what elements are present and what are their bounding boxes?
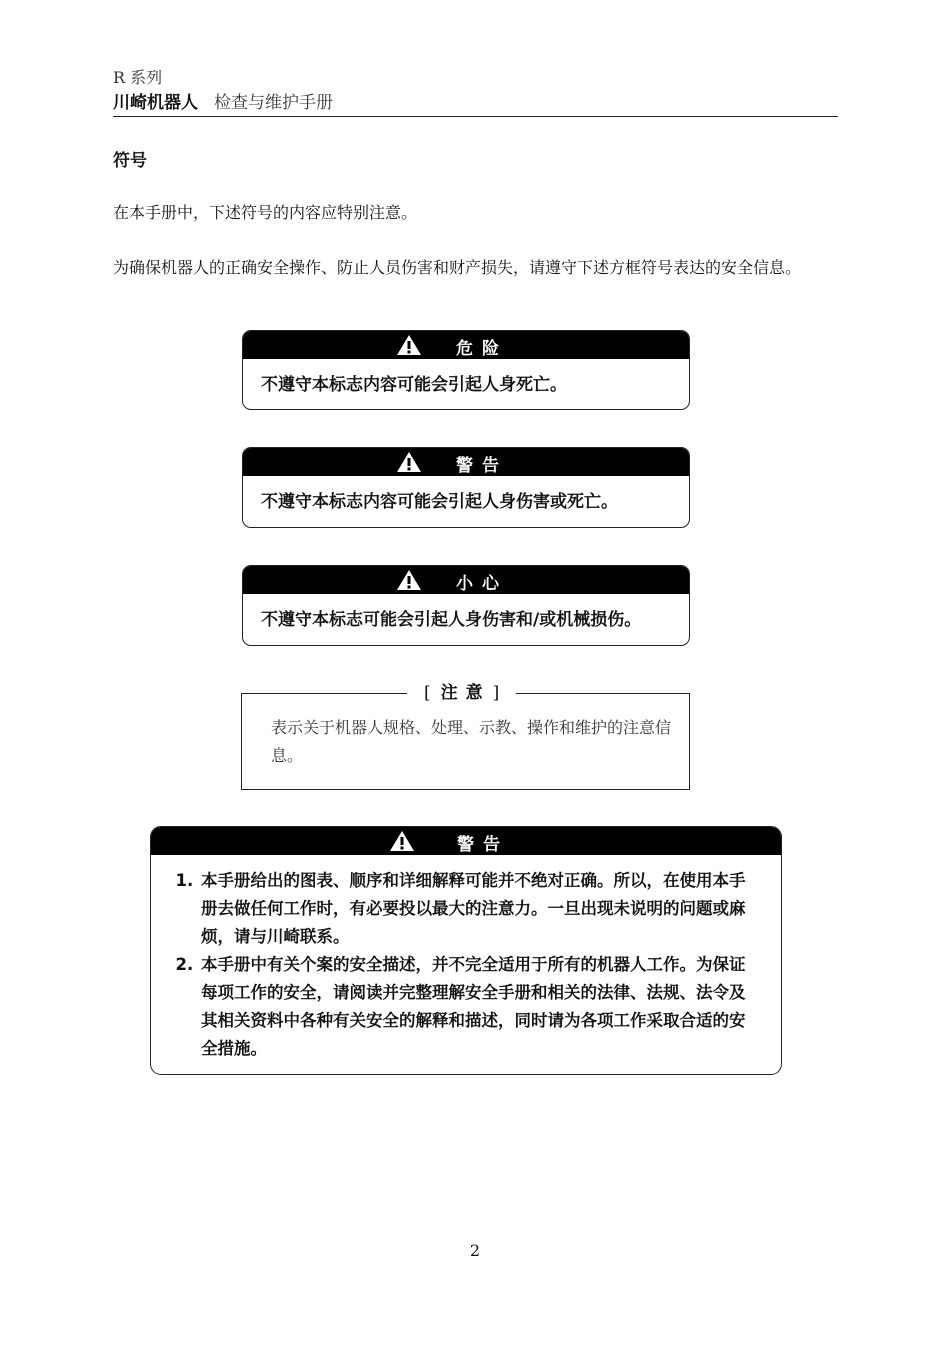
notice-bracket-open: [ bbox=[424, 683, 431, 703]
warning-triangle-icon bbox=[396, 569, 422, 591]
intro-paragraph: 在本手册中，下述符号的内容应特别注意。 bbox=[113, 203, 418, 222]
list-item: 2. 本手册中有关个案的安全描述，并不完全适用于所有的机器人工作。为保证每项工作的安全，请阅读并完整理解安全手册和相关的法律、法规、法令及其相关资料中各种有关安全的解释和描述，同时请为各项工作采取合适的安全措施。 bbox=[199, 951, 761, 1063]
notice-bracket-close: ] bbox=[492, 683, 500, 703]
danger-message: 不遵守本标志内容可能会引起人身死亡。 bbox=[261, 375, 567, 395]
caution-header-bar bbox=[243, 566, 689, 594]
list-item: 1. 本手册给出的图表、顺序和详细解释可能并不绝对正确。所以，在使用本手册去做任何工作时，有必要投以最大的注意力。一旦出现未说明的问题或麻烦，请与川崎联系。 bbox=[199, 867, 761, 951]
warning-header-bar bbox=[243, 448, 689, 476]
warning-triangle-icon bbox=[389, 830, 415, 852]
warning-list bbox=[151, 855, 781, 1063]
notice-label: 注意 bbox=[440, 683, 491, 703]
brand-name: 川崎机器人 bbox=[113, 93, 198, 113]
page-number: 2 bbox=[469, 1241, 481, 1260]
caution-message: 不遵守本标志可能会引起人身伤害和/或机械损伤。 bbox=[261, 610, 642, 630]
danger-label: 危险 bbox=[456, 339, 508, 359]
warning-triangle-icon bbox=[396, 451, 422, 473]
general-warning-header-bar bbox=[151, 827, 781, 855]
warning-label: 警告 bbox=[456, 456, 508, 476]
safety-paragraph: 为确保机器人的正确安全操作、防止人员伤害和财产损失，请遵守下述方框符号表达的安全信息。 bbox=[113, 258, 802, 277]
header-title-line bbox=[113, 92, 838, 117]
section-title: 符号 bbox=[113, 151, 147, 171]
general-warning-label: 警告 bbox=[457, 835, 509, 855]
warning-message: 不遵守本标志内容可能会引起人身伤害或死亡。 bbox=[261, 492, 618, 512]
warning-box bbox=[242, 447, 690, 528]
series-label: R 系列 bbox=[113, 68, 163, 87]
caution-label: 小心 bbox=[456, 574, 508, 594]
notice-legend bbox=[407, 681, 516, 705]
page-header bbox=[113, 68, 838, 117]
general-warning-box bbox=[150, 826, 782, 1075]
danger-box bbox=[242, 330, 690, 410]
notice-text: 表示关于机器人规格、处理、示教、操作和维护的注意信息。 bbox=[271, 718, 672, 765]
warning-triangle-icon bbox=[396, 334, 422, 356]
manual-subtitle: 检查与维护手册 bbox=[214, 93, 333, 113]
notice-box bbox=[241, 683, 690, 790]
caution-box bbox=[242, 565, 690, 646]
danger-header-bar bbox=[243, 331, 689, 359]
